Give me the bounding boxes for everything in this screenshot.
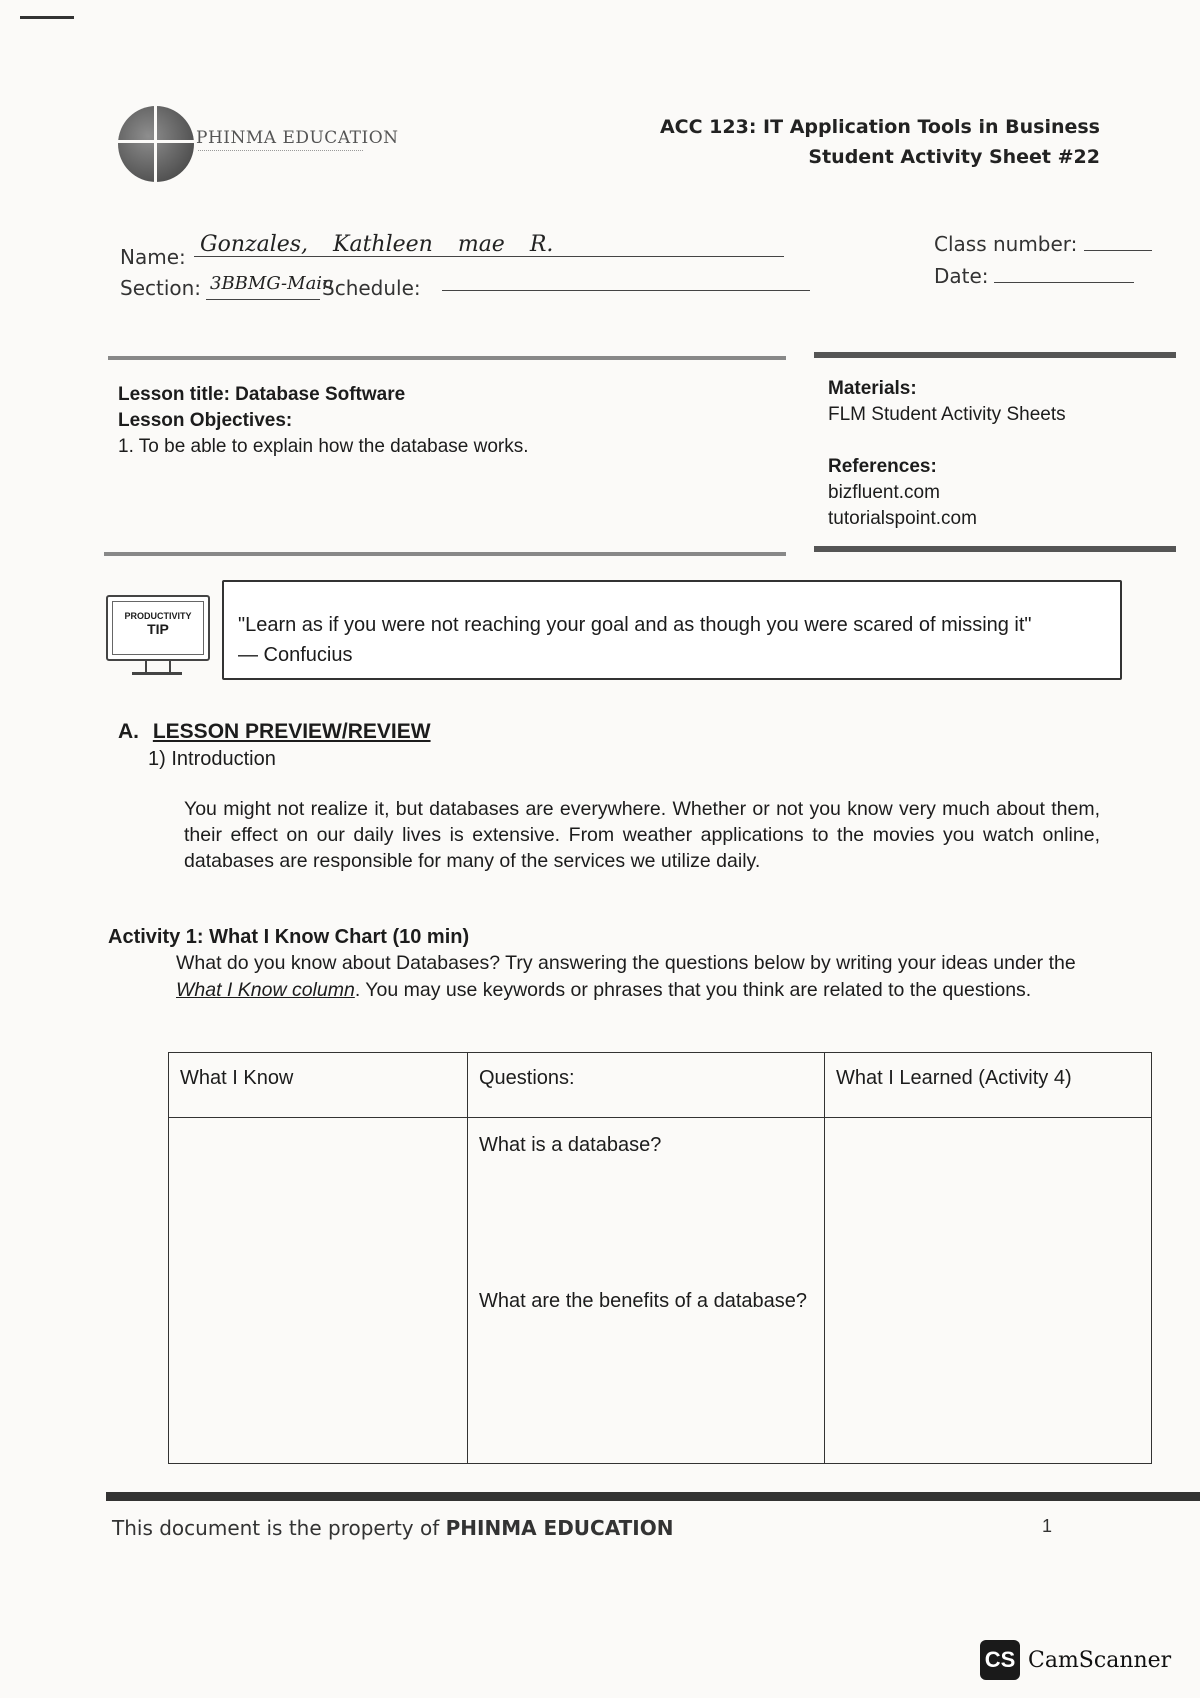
org-name: PHINMA EDUCATION [196,128,399,148]
footer-owner: PHINMA EDUCATION [445,1516,674,1540]
course-header [660,112,1100,172]
section-label: Section: [120,276,202,300]
logo-cross-horizontal [112,140,200,143]
class-number-line[interactable] [1084,250,1152,251]
lesson-info [118,382,529,460]
quote-content [238,610,1032,670]
header-what-i-learned: What I Learned (Activity 4) [825,1053,1152,1118]
chart-body-row [169,1118,1152,1464]
reference-2: tutorialspoint.com [828,508,977,529]
activity-1-body-end: . You may use keywords or phrases that you think are related to the questions. [354,979,1032,1001]
header-what-i-know: What I Know [169,1053,468,1118]
section-a-letter: A. [118,720,139,743]
name-value[interactable]: Gonzales, Kathleen mae R. [200,232,554,257]
section-value[interactable]: 3BBMG-Main [210,273,334,294]
reference-1: bizfluent.com [828,482,940,503]
page-number: 1 [1042,1516,1053,1536]
materials-label: Materials: [828,378,917,399]
date-line[interactable] [994,282,1134,283]
monitor-stand [145,660,171,672]
lesson-title: Lesson title: Database Software [118,384,406,405]
productivity-tip-monitor-icon [106,595,210,661]
bottom-rule-left [104,552,786,556]
logo-cross-vertical [154,100,157,188]
top-rule-left [108,356,786,360]
section-line [206,299,320,300]
section-a-heading [118,720,431,744]
camscanner-logo-icon: CS [980,1640,1020,1680]
activity-1-instructions [176,950,1106,1004]
objective-1: 1. To be able to explain how the database works. [118,436,529,457]
what-i-know-chart [168,1052,1152,1464]
chart-header-row [169,1053,1152,1118]
sheet-title: Student Activity Sheet #22 [808,146,1100,168]
objectives-label: Lesson Objectives: [118,410,293,431]
section-a-title: LESSON PREVIEW/REVIEW [152,720,431,743]
what-i-know-cell[interactable] [169,1118,468,1464]
schedule-line[interactable] [442,290,810,291]
materials-info [828,376,1066,532]
activity-1-body-start: What do you know about Databases? Try answering the questions below by writing your ideas under the [176,952,1076,974]
course-title: ACC 123: IT Application Tools in Business [659,116,1100,138]
schedule-label: Schedule: [322,276,421,300]
intro-paragraph: You might not realize it, but databases are everywhere. Whether or not you know very much about them, their effect on our daily lives is extensive. From weather applications to the movies you watch online, databases are responsible for many of the services we utilize daily. [184,798,1100,872]
question-2: What are the benefits of a database? [479,1290,807,1312]
quote-author: — Confucius [238,644,353,666]
bottom-rule-right [814,546,1176,552]
header-questions: Questions: [468,1053,825,1118]
tip-badge-top: PRODUCTIVITY [124,611,192,621]
quote-box [222,580,1122,680]
quote-text: "Learn as if you were not reaching your goal and as though you were scared of missing it" [238,614,1032,636]
camscanner-text: CamScanner [1028,1648,1172,1673]
references-label: References: [828,456,937,477]
questions-cell [468,1118,825,1464]
question-1: What is a database? [479,1134,662,1156]
logo-tagline [198,150,363,154]
footer-text [112,1516,673,1540]
scan-corner-mark [20,16,74,19]
class-number-label: Class number: [934,232,1078,256]
introduction-item: 1) Introduction [148,748,276,770]
footer-rule [106,1492,1200,1501]
tip-badge-bottom: TIP [147,621,169,637]
footer-prefix: This document is the property of [112,1516,446,1540]
top-rule-right [814,352,1176,358]
name-label: Name: [120,245,186,269]
monitor-base [132,672,182,675]
activity-1-title: Activity 1: What I Know Chart (10 min) [108,926,470,948]
what-i-learned-cell[interactable] [825,1118,1152,1464]
what-i-know-link: What I Know column [176,979,355,1001]
materials-value: FLM Student Activity Sheets [828,404,1066,425]
date-label: Date: [934,264,989,288]
